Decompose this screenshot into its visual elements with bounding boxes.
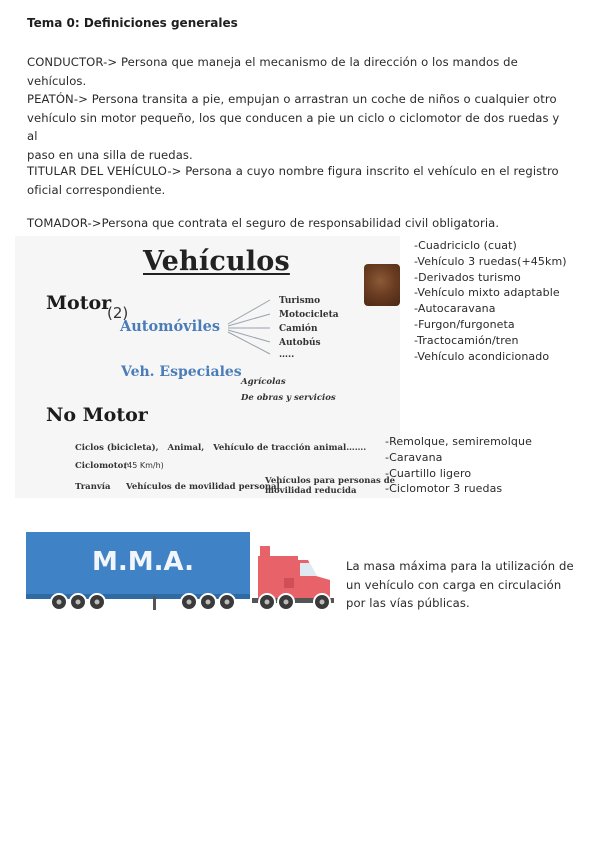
page-title: Tema 0: Definiciones generales <box>27 16 238 30</box>
movilidad-reducida-line: Vehículos para personas de <box>265 476 396 486</box>
especiales-label: Veh. Especiales <box>121 364 242 380</box>
vehicle-photo-thumbnail <box>364 264 400 306</box>
auto-item-camion: Camión <box>279 324 318 334</box>
cab-window <box>300 563 317 576</box>
auto-item-motocicleta: Motocicleta <box>279 310 339 320</box>
branch-arrows <box>225 296 275 356</box>
arrow-line <box>228 332 270 354</box>
automoviles-label: Automóviles <box>120 318 221 335</box>
vehicle-classification-diagram <box>15 236 400 498</box>
motor-note: (2) <box>107 304 129 322</box>
mma-definition <box>346 557 576 613</box>
definition-line: PEATÓN-> Persona transita a pie, empujan o arrastran un coche de niños o cualquier otro <box>27 92 557 106</box>
especiales-item-obras: De obras y servicios <box>241 393 336 403</box>
list-item: -Cuartillo ligero <box>385 466 472 480</box>
trailer-leg <box>153 596 156 610</box>
truck-illustration <box>26 532 342 616</box>
especiales-item-agricolas: Agrícolas <box>241 377 286 387</box>
list-item: -Remolque, semiremolque <box>385 435 532 448</box>
auto-item-autobus: Autobús <box>279 338 321 348</box>
diagram-title: Vehículos <box>143 246 290 277</box>
no-motor-heading: No Motor <box>46 404 148 426</box>
arrow-line <box>228 330 270 342</box>
vehicle-type-list <box>414 238 567 364</box>
auto-item-ellipsis: ….. <box>279 350 295 360</box>
mma-label: M.M.A. <box>92 547 194 577</box>
mma-line: un vehículo con carga en circulación <box>346 577 562 592</box>
list-item: -Caravana <box>385 450 443 464</box>
tranvia-label: Tranvía <box>75 482 111 492</box>
cab-step <box>284 578 294 588</box>
definition-conductor: CONDUCTOR-> Persona que maneja el mecanismo de la dirección o los mandos de vehículos. <box>27 55 518 88</box>
list-item: -Derivados turismo <box>414 270 521 284</box>
list-item: -Tractocamión/tren <box>414 333 519 347</box>
list-item: -Autocaravana <box>414 302 496 316</box>
trailer-type-list <box>385 434 532 497</box>
list-item: -Vehículo acondicionado <box>414 349 550 363</box>
definition-titular <box>27 162 572 199</box>
definition-line: oficial correspondiente. <box>27 182 166 197</box>
list-item: -Ciclomotor 3 ruedas <box>385 482 503 496</box>
definition-tomador: TOMADOR->Persona que contrata el seguro de responsabilidad civil obligatoria. <box>27 216 500 230</box>
movilidad-reducida-line: movilidad reducida <box>265 486 357 496</box>
mma-line: La masa máxima para la utilización de <box>346 559 574 573</box>
list-item: -Vehículo 3 ruedas(+45km) <box>414 254 567 268</box>
auto-item-turismo: Turismo <box>279 296 321 306</box>
no-motor-row: Ciclos (bicicleta), Animal, Vehículo de tracción animal……. <box>75 443 367 453</box>
list-item: -Vehículo mixto adaptable <box>414 286 560 300</box>
mma-line: por las vías públicas. <box>346 596 470 610</box>
ciclomotor-label: Ciclomotor <box>75 461 128 471</box>
cab-top <box>260 546 270 556</box>
movilidad-personal-label: Vehículos de movilidad personal <box>126 482 280 492</box>
definition-line: TITULAR DEL VEHÍCULO-> Persona a cuyo nombre figura inscrito el vehículo en el registro <box>27 164 559 178</box>
definition-line: paso en una silla de ruedas. <box>27 147 193 162</box>
ciclomotor-speed: (45 Km/h) <box>124 461 164 470</box>
movilidad-reducida-label <box>265 476 395 496</box>
list-item: -Furgon/furgoneta <box>414 317 515 331</box>
motor-heading: Motor <box>46 292 112 314</box>
list-item: -Cuadriciclo (cuat) <box>414 239 517 252</box>
definition-peaton <box>27 90 572 164</box>
definition-line: vehículo sin motor pequeño, los que conducen a pie un ciclo o ciclomotor de dos ruedas y al <box>27 110 560 143</box>
